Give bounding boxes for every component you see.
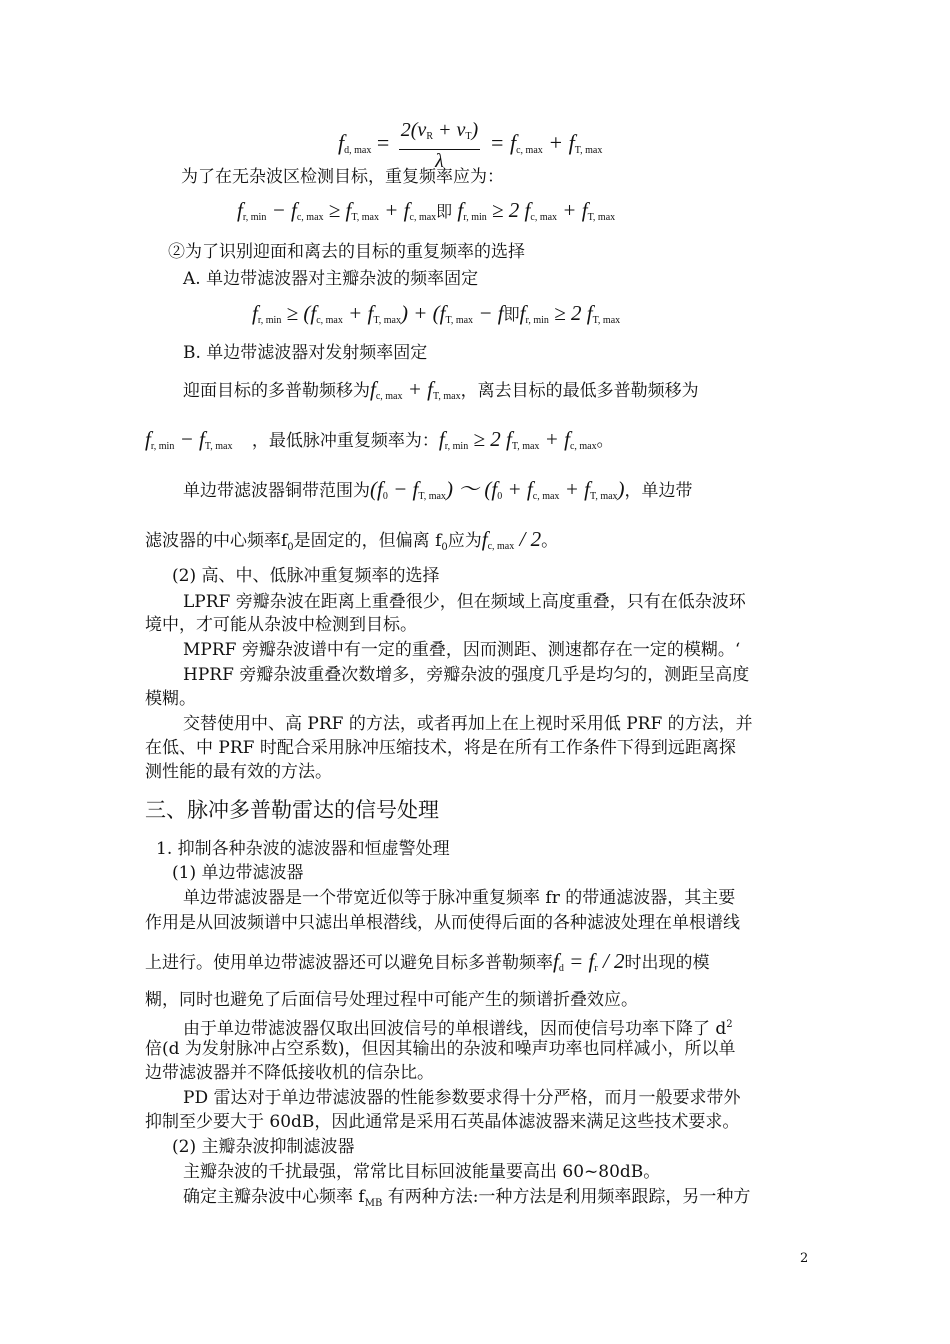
text-line: (2) 主瓣杂波抑制滤波器 (172, 1137, 355, 1157)
text-line: 边带滤波器并不降低接收机的信杂比。 (145, 1063, 434, 1083)
text-line: (2) 高、中、低脉冲重复频率的选择 (172, 566, 440, 586)
text-line: PD 雷达对于单边带滤波器的性能参数要求得十分严格，而月一般要求带外 (183, 1088, 741, 1108)
text-line: 确定主瓣杂波中心频率 $f_{MB}$ 有两种方法:一种方法是利用频率跟踪，另一种方 (183, 1187, 751, 1209)
text-line: 作用是从回波频谱中只滤出单根潜线，从而使得后面的各种滤波处理在单根谱线 (145, 913, 740, 933)
text-line: HPRF 旁瓣杂波重叠次数增多，旁瓣杂波的强度几乎是均匀的，测距呈高度 (183, 665, 750, 685)
text-line: 在低、中 PRF 时配合采用脉冲压缩技术，将是在所有工作条件下得到远距离探 (145, 738, 736, 758)
text-line: 由于单边带滤波器仅取出回波信号的单根谱线，因而使信号功率下降了 $d^2$ (183, 1019, 733, 1039)
text-line: 糊，同时也避免了后面信号处理过程中可能产生的频谱折叠效应。 (145, 990, 638, 1010)
text-line: (1) 单边带滤波器 (172, 863, 304, 883)
text-line: 主瓣杂波的千扰最强，常常比目标回波能量要高出 60~80dB。 (183, 1162, 661, 1182)
equation-fr-min: fr, min − fc, max ≥ fT, max + fc, max即 fr, min ≥ 2 fc, max + fT, max (237, 198, 616, 223)
text-line: 为了在无杂波区检测目标，重复频率应为： (181, 167, 504, 187)
text-line: MPRF 旁瓣杂波谱中有一定的重叠，因而测距、测速都存在一定的模糊。‘ (183, 640, 741, 660)
text-line: 模糊。 (145, 689, 196, 709)
text-line: 1. 抑制各种杂波的滤波器和恒虚警处理 (156, 839, 450, 859)
text-line: fr, min − fT, max ，最低脉冲重复频率为：fr, min ≥ 2 fT, max + fc, max。 (145, 427, 614, 452)
page-number: 2 (800, 1251, 809, 1266)
text-line: 迎面目标的多普勒频移为fc, max + fT, max，离去目标的最低多普勒频移为 (183, 377, 699, 402)
section-heading: 三、脉冲多普勒雷达的信号处理 (145, 798, 439, 822)
fraction: $\frac{2(vR + vT)}{\lambda}$ (400, 119, 479, 172)
text-line: B. 单边带滤波器对发射频率固定 (183, 343, 428, 363)
equation-fr-min-2: fr, min ≥ (fc, max + fT, max) + (fT, max − f即fr, min ≥ 2 fT, max (252, 301, 621, 326)
text-line: 单边带滤波器铜带范围为(f0 − fT, max) ～ (f0 + fc, max + fT, max)，单边带 (183, 477, 693, 502)
text-line: LPRF 旁瓣杂波在距离上重叠很少，但在频域上高度重叠，只有在低杂波环 (183, 592, 746, 612)
text-line: 测性能的最有效的方法。 (145, 762, 332, 782)
text-line: 交替使用中、高 PRF 的方法，或者再加上在上视时采用低 PRF 的方法，并 (183, 714, 753, 734)
text-line: 抑制至少要大于 60dB，因此通常是采用石英晶体滤波器来满足这些技术要求。 (145, 1112, 740, 1132)
text-line: 倍(d 为发射脉冲占空系数)，但因其输出的杂波和噪声功率也同样减小，所以单 (145, 1039, 736, 1059)
equation-fd-max: fd, max = $\frac{2(vR + vT)}{\lambda}$ = fc, max + fT, max (338, 119, 603, 172)
text-line: 单边带滤波器是一个带宽近似等于脉冲重复频率 fr 的带通滤波器，其主要 (183, 888, 736, 908)
text-line: A. 单边带滤波器对主瓣杂波的频率固定 (183, 269, 479, 289)
text-line: 上进行。使用单边带滤波器还可以避免目标多普勒频率fd = fr / 2时出现的模 (145, 949, 710, 974)
text-line: 境中，才可能从杂波中检测到目标。 (145, 615, 417, 635)
text-line: ②为了识别迎面和离去的目标的重复频率的选择 (168, 242, 525, 262)
text-line: 滤波器的中心频率$f_0$是固定的，但偏离 $f_0$应为fc, max / 2。 (145, 527, 559, 553)
